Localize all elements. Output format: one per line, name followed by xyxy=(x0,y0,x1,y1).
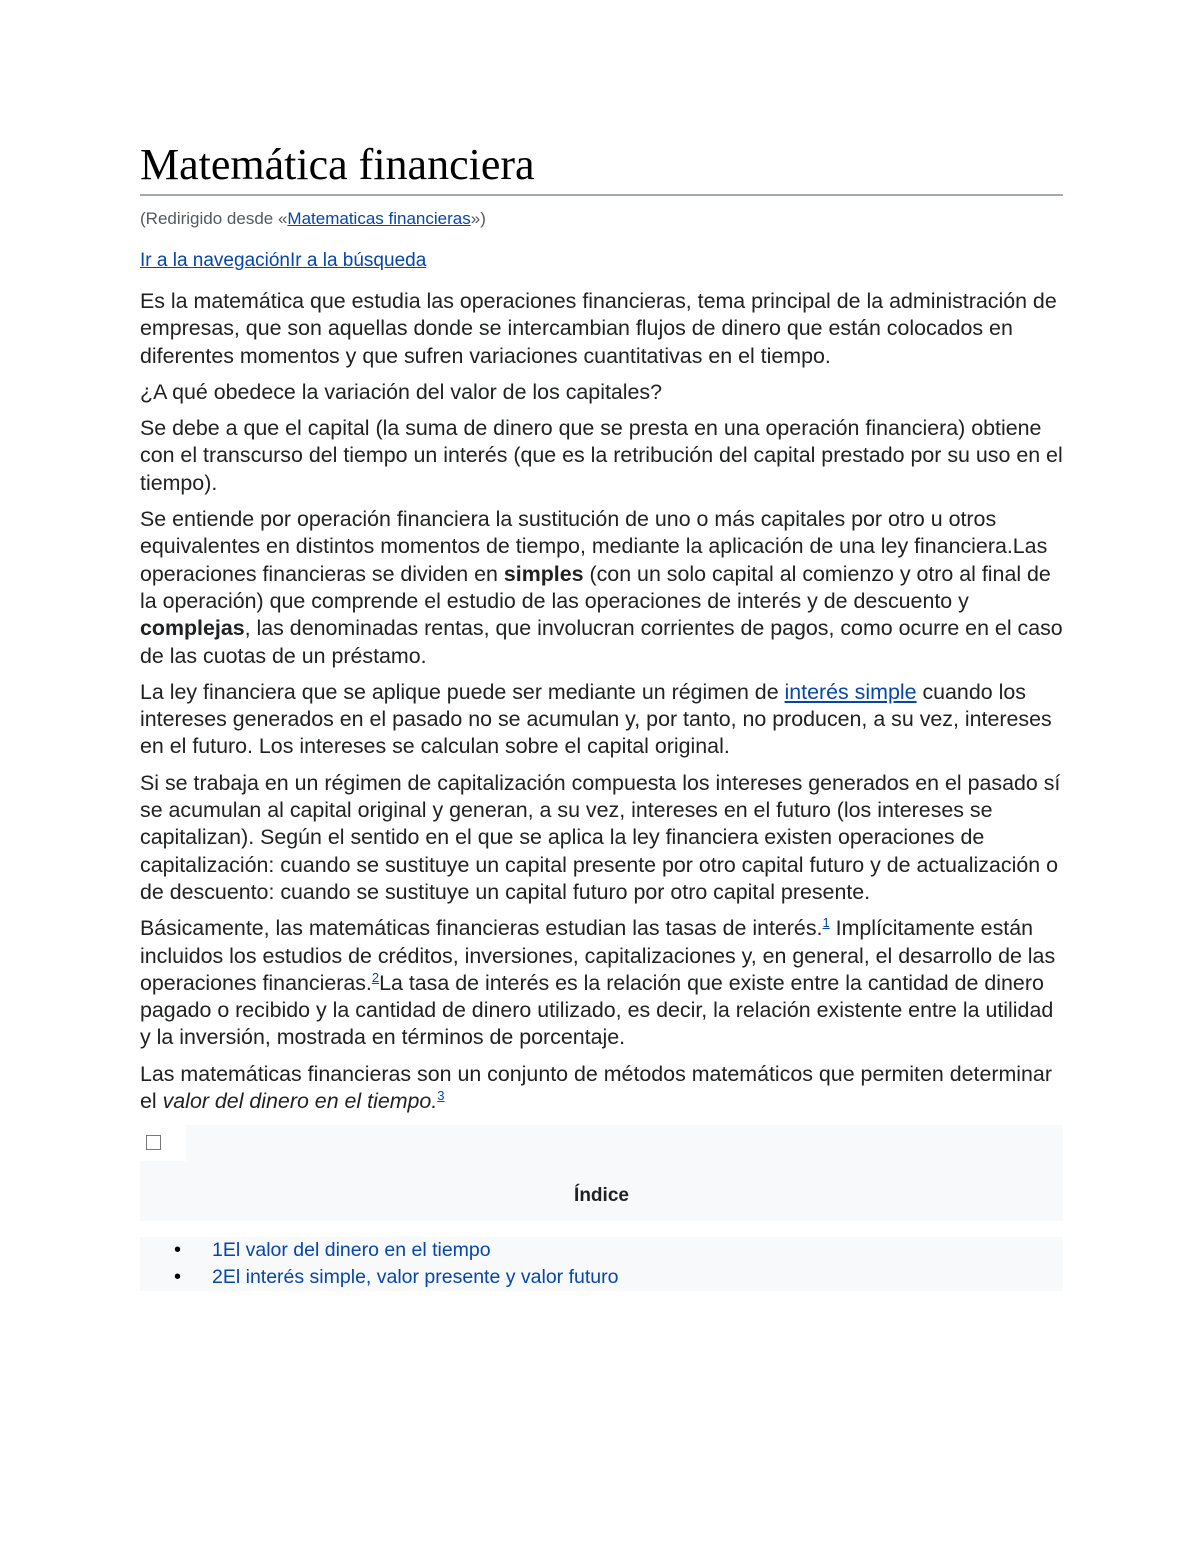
paragraph-simple-interest xyxy=(140,679,1063,761)
article xyxy=(140,138,1063,1295)
text-run: Básicamente, las matemáticas financieras estudian las tasas de interés. xyxy=(140,916,823,941)
paragraph-intro: Es la matemática que estudia las operaciones financieras, tema principal de la administración de empresas, que son aquellas donde se intercambian flujos de dinero que están colocados en diferentes momentos y que sufren variaciones cuantitativas en el tiempo. xyxy=(140,289,1057,368)
toc-list xyxy=(140,1221,1063,1295)
paragraph-question: ¿A qué obedece la variación del valor de los capitales? xyxy=(140,379,663,404)
toc-item-label[interactable]: El interés simple, valor presente y valor futuro xyxy=(222,1266,619,1289)
toc-item[interactable] xyxy=(140,1237,1063,1264)
toc-toggle-checkbox[interactable] xyxy=(146,1135,161,1150)
toc-item[interactable] xyxy=(140,1264,1063,1291)
interes-simple-link[interactable]: interés simple xyxy=(784,679,917,704)
paragraph-compound: Si se trabaja en un régimen de capitalización compuesta los intereses generados en el pasado sí se acumulan al capital original y generan, a su vez, intereses en el futuro (los intereses se capitalizan). Según el sentido en el que se aplica la ley financiera existen operaciones de capitalización: cuando se sustituye un capital presente por otro capital futuro y de actualización o de descuento: cuando se sustituye un capital futuro por otro capital presente. xyxy=(140,770,1061,904)
jump-links xyxy=(140,248,1063,274)
text-run: (con un solo capital al comienzo y otro al final de la operación) que comprende el estudio de las operaciones de interés y de descuento y xyxy=(140,561,1051,613)
page-title: Matemática financiera xyxy=(140,138,1063,196)
reference-3-link[interactable]: 3 xyxy=(437,1087,445,1103)
paragraph-rates xyxy=(140,915,1063,1051)
toc-header xyxy=(140,1125,1063,1221)
reference-2-link[interactable]: 2 xyxy=(371,969,380,985)
toc-item-number: 1 xyxy=(212,1239,223,1262)
text-run: Se entiende por operación financiera la sustitución de uno o más capitales por otro u otros equivalentes en distintos momentos de tiempo, mediante la aplicación de una ley financiera.Las operaciones financieras se dividen en xyxy=(140,507,1048,586)
reference-1-link[interactable]: 1 xyxy=(822,915,830,931)
table-of-contents xyxy=(140,1125,1063,1295)
redirect-link[interactable]: Matematicas financieras xyxy=(287,209,471,228)
text-run: La ley financiera que se aplique puede ser mediante un régimen de xyxy=(140,679,785,704)
redirect-suffix: ») xyxy=(470,209,486,228)
text-run: cuando los intereses generados en el pasado no se acumulan y, por tanto, no producen, a su vez, intereses en el futuro. Los intereses se calculan sobre el capital original. xyxy=(140,679,1052,759)
redirect-prefix: (Redirigido desde « xyxy=(140,209,288,228)
italic-valor-dinero: valor del dinero en el tiempo. xyxy=(162,1089,438,1114)
jump-to-navigation-link[interactable]: Ir a la navegación xyxy=(140,250,290,271)
redirect-notice xyxy=(140,206,1063,232)
bold-simples: simples xyxy=(503,561,584,586)
text-run: , las denominadas rentas, que involucran corrientes de pagos, como ocurre en el caso de las cuotas de un préstamo. xyxy=(140,616,1063,668)
jump-to-search-link[interactable]: Ir a la búsqueda xyxy=(290,250,427,271)
text-run: Las matemáticas financieras son un conjunto de métodos matemáticos que permiten determinar el xyxy=(140,1061,1052,1114)
text-run: Implícitamente están incluidos los estudios de créditos, inversiones, capitalizaciones y, en general, el desarrollo de las operaciones financieras. xyxy=(140,916,1056,995)
paragraph-definition xyxy=(140,1061,1063,1116)
toc-item-label[interactable]: El valor del dinero en el tiempo xyxy=(222,1239,491,1262)
paragraph-capital: Se debe a que el capital (la suma de dinero que se presta en una operación financiera) obtiene con el transcurso del tiempo un interés (que es la retribución del capital prestado por su uso en el tiempo). xyxy=(140,416,1063,495)
reference-1 xyxy=(822,915,829,930)
reference-3 xyxy=(437,1088,444,1103)
toc-title: Índice xyxy=(574,1185,629,1207)
paragraph-operations xyxy=(140,506,1063,670)
text-run: La tasa de interés es la relación que existe entre la cantidad de dinero pagado o recibido y la cantidad de dinero utilizado, es decir, la relación existente entre la utilidad y la inversión, mostrada en términos de porcentaje. xyxy=(140,970,1054,1050)
toc-item-number: 2 xyxy=(212,1266,223,1289)
bold-complejas: complejas xyxy=(140,616,245,641)
